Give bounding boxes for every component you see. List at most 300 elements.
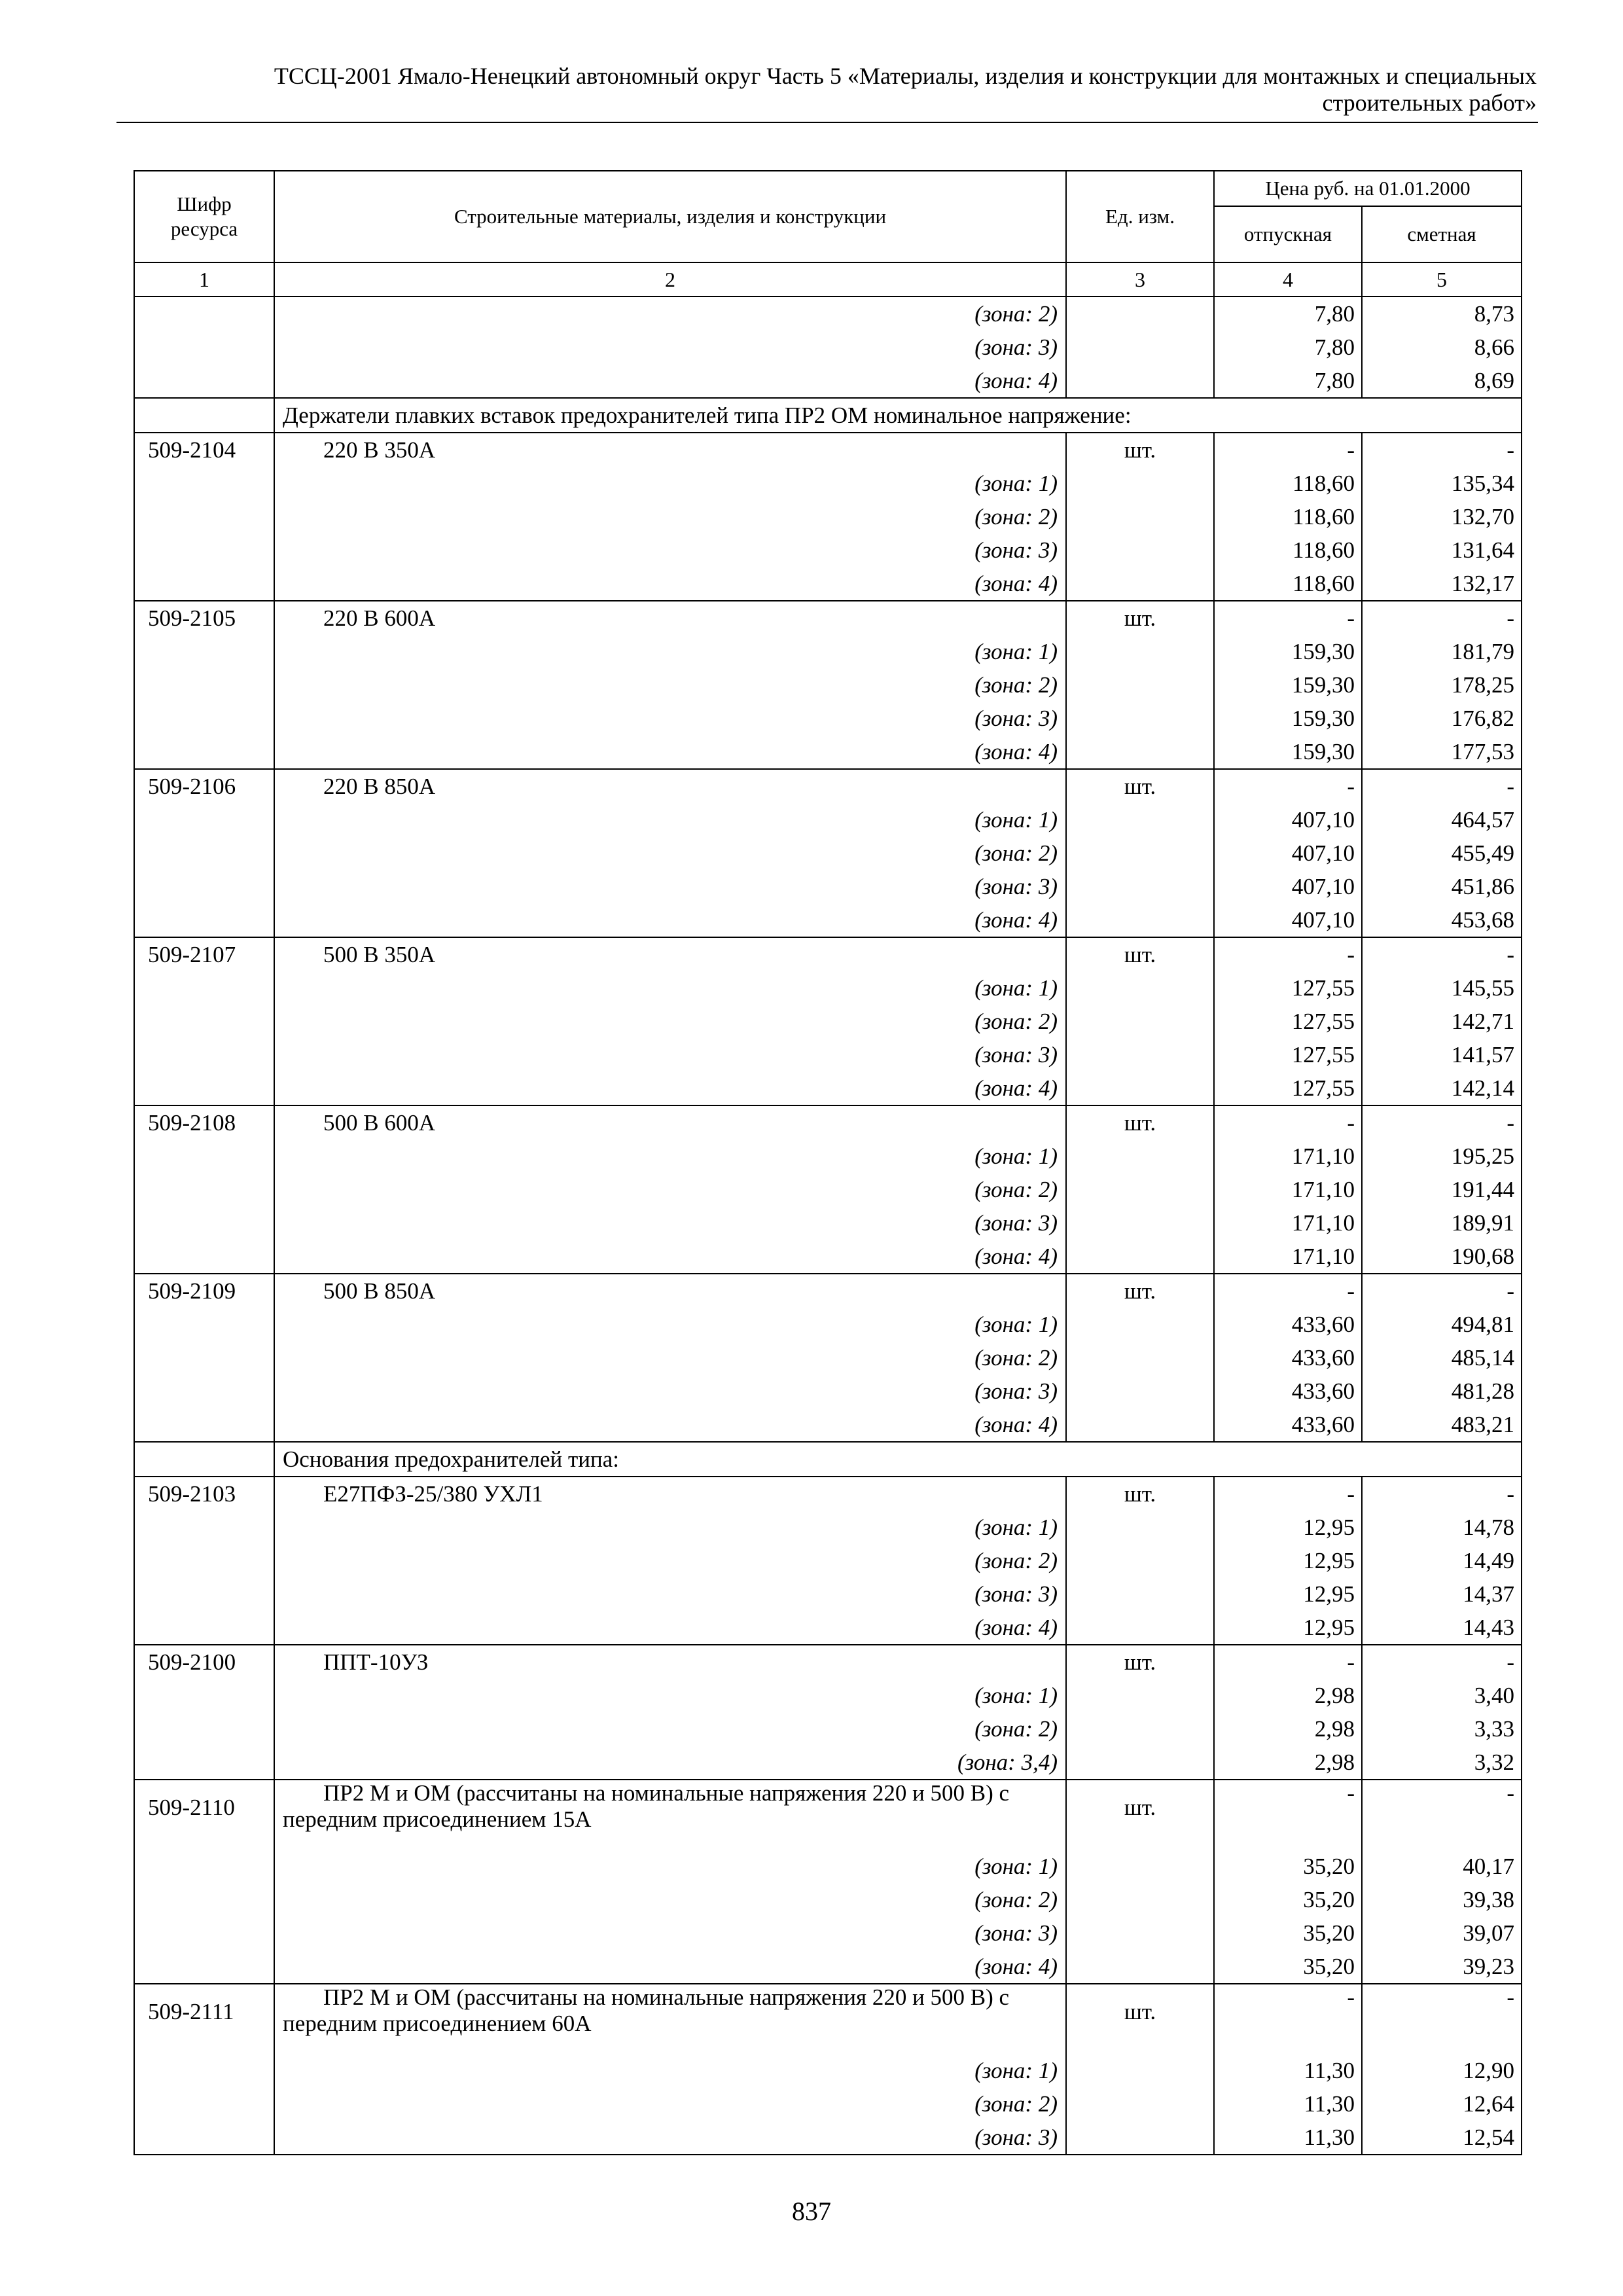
unit-cell: [1066, 735, 1214, 769]
price-estimate: -: [1362, 937, 1522, 971]
unit-cell: шт.: [1066, 1105, 1214, 1139]
zone-label: (зона: 1): [274, 1139, 1066, 1173]
price-estimate: -: [1362, 433, 1522, 467]
unit-cell: [1066, 1712, 1214, 1746]
price-release: 159,30: [1214, 735, 1362, 769]
price-estimate: 12,54: [1362, 2121, 1522, 2155]
price-release: 12,95: [1214, 1611, 1362, 1645]
price-release: 2,98: [1214, 1679, 1362, 1712]
unit-cell: [1066, 1679, 1214, 1712]
price-release: 171,10: [1214, 1240, 1362, 1274]
code-cell: [134, 500, 274, 533]
unit-cell: [1066, 296, 1214, 331]
price-release: 407,10: [1214, 836, 1362, 870]
code-cell: [134, 1173, 274, 1206]
price-estimate: 40,17: [1362, 1850, 1522, 1883]
code-cell: [134, 735, 274, 769]
price-release: 12,95: [1214, 1544, 1362, 1577]
zone-label: (зона: 1): [274, 635, 1066, 668]
table-row: [134, 1477, 1522, 1511]
price-release: -: [1214, 1780, 1362, 1850]
material-name: ПР2 М и ОМ (рассчитаны на номинальные напряжения 220 и 500 В) с передним присоединением 15А: [274, 1780, 1066, 1850]
material-name: 500 В 350А: [274, 937, 1066, 971]
price-estimate: 142,14: [1362, 1071, 1522, 1105]
unit-cell: [1066, 702, 1214, 735]
material-name: 500 В 600А: [274, 1105, 1066, 1139]
table-row: [134, 971, 1522, 1005]
running-header-line2: строительных работ»: [1322, 90, 1537, 116]
table-row: [134, 1374, 1522, 1408]
zone-label: (зона: 2): [274, 1173, 1066, 1206]
resource-code: 509-2100: [134, 1645, 274, 1679]
price-estimate: 132,17: [1362, 567, 1522, 601]
zone-label: (зона: 4): [274, 1611, 1066, 1645]
zone-label: (зона: 2): [274, 836, 1066, 870]
table-row: [134, 1308, 1522, 1341]
price-estimate: 8,69: [1362, 364, 1522, 398]
unit-cell: [1066, 1544, 1214, 1577]
price-estimate: -: [1362, 769, 1522, 803]
price-estimate: 195,25: [1362, 1139, 1522, 1173]
col-header-price-estimate: сметная: [1362, 206, 1522, 262]
price-table: [134, 170, 1522, 2155]
table-row: [134, 467, 1522, 500]
zone-label: (зона: 3): [274, 533, 1066, 567]
price-estimate: 481,28: [1362, 1374, 1522, 1408]
price-release: 171,10: [1214, 1139, 1362, 1173]
col-header-code: Шифр ресурса: [134, 171, 274, 262]
col-header-price-group: Цена руб. на 01.01.2000: [1214, 171, 1522, 206]
price-release: 12,95: [1214, 1511, 1362, 1544]
price-release: 127,55: [1214, 971, 1362, 1005]
table-row: [134, 1442, 1522, 1477]
unit-cell: [1066, 1746, 1214, 1780]
price-estimate: 14,78: [1362, 1511, 1522, 1544]
unit-cell: [1066, 1374, 1214, 1408]
price-estimate: 14,37: [1362, 1577, 1522, 1611]
price-release: 407,10: [1214, 870, 1362, 903]
price-estimate: 181,79: [1362, 635, 1522, 668]
col-header-name: Строительные материалы, изделия и конструкции: [274, 171, 1066, 262]
table-row: [134, 1611, 1522, 1645]
unit-cell: шт.: [1066, 1645, 1214, 1679]
zone-label: (зона: 3): [274, 331, 1066, 364]
zone-label: (зона: 1): [274, 971, 1066, 1005]
table-row: [134, 533, 1522, 567]
price-estimate: 453,68: [1362, 903, 1522, 937]
price-estimate: 132,70: [1362, 500, 1522, 533]
price-release: 407,10: [1214, 903, 1362, 937]
table-row: [134, 2121, 1522, 2155]
unit-cell: [1066, 1206, 1214, 1240]
zone-label: (зона: 2): [274, 1341, 1066, 1374]
price-release: 433,60: [1214, 1308, 1362, 1341]
code-cell: [134, 2121, 274, 2155]
price-estimate: 455,49: [1362, 836, 1522, 870]
unit-cell: [1066, 364, 1214, 398]
col-number-2: 2: [274, 262, 1066, 296]
price-release: 11,30: [1214, 2087, 1362, 2121]
price-estimate: 131,64: [1362, 533, 1522, 567]
unit-cell: шт.: [1066, 433, 1214, 467]
unit-cell: [1066, 567, 1214, 601]
price-estimate: -: [1362, 1477, 1522, 1511]
price-estimate: 12,90: [1362, 2054, 1522, 2087]
code-cell: [134, 1950, 274, 1984]
price-release: 11,30: [1214, 2054, 1362, 2087]
zone-label: (зона: 1): [274, 1308, 1066, 1341]
price-estimate: -: [1362, 601, 1522, 635]
price-estimate: 142,71: [1362, 1005, 1522, 1038]
price-estimate: 483,21: [1362, 1408, 1522, 1442]
zone-label: (зона: 1): [274, 2054, 1066, 2087]
price-release: 127,55: [1214, 1071, 1362, 1105]
material-name: 220 В 600А: [274, 601, 1066, 635]
unit-cell: шт.: [1066, 1274, 1214, 1308]
material-name: 500 В 850А: [274, 1274, 1066, 1308]
zone-label: (зона: 2): [274, 1544, 1066, 1577]
price-estimate: -: [1362, 1274, 1522, 1308]
price-estimate: 177,53: [1362, 735, 1522, 769]
price-estimate: 12,64: [1362, 2087, 1522, 2121]
price-release: 433,60: [1214, 1408, 1362, 1442]
price-estimate: 189,91: [1362, 1206, 1522, 1240]
code-cell: [134, 635, 274, 668]
table-row: [134, 803, 1522, 836]
price-estimate: 141,57: [1362, 1038, 1522, 1071]
col-number-1: 1: [134, 262, 274, 296]
price-release: 159,30: [1214, 702, 1362, 735]
unit-cell: [1066, 2054, 1214, 2087]
page-number: 837: [792, 2197, 831, 2226]
zone-label: (зона: 4): [274, 1408, 1066, 1442]
unit-cell: [1066, 1038, 1214, 1071]
table-row: [134, 1544, 1522, 1577]
resource-code: 509-2109: [134, 1274, 274, 1308]
zone-label: (зона: 2): [274, 668, 1066, 702]
price-release: -: [1214, 1105, 1362, 1139]
code-cell: [134, 1206, 274, 1240]
zone-label: (зона: 4): [274, 1240, 1066, 1274]
resource-code: 509-2110: [134, 1780, 274, 1850]
unit-cell: [1066, 1139, 1214, 1173]
unit-cell: [1066, 1577, 1214, 1611]
unit-cell: [1066, 1883, 1214, 1916]
unit-cell: [1066, 635, 1214, 668]
code-cell: [134, 668, 274, 702]
table-row: [134, 1645, 1522, 1679]
code-cell: [134, 398, 274, 433]
price-release: -: [1214, 1984, 1362, 2054]
unit-cell: шт.: [1066, 601, 1214, 635]
resource-code: 509-2103: [134, 1477, 274, 1511]
col-header-unit: Ед. изм.: [1066, 171, 1214, 262]
price-table-head: [134, 171, 1522, 296]
code-cell: [134, 803, 274, 836]
unit-cell: [1066, 1173, 1214, 1206]
table-row: [134, 1408, 1522, 1442]
price-release: 35,20: [1214, 1916, 1362, 1950]
unit-cell: [1066, 836, 1214, 870]
resource-code: 509-2104: [134, 433, 274, 467]
price-estimate: 494,81: [1362, 1308, 1522, 1341]
code-cell: [134, 1679, 274, 1712]
zone-label: (зона: 4): [274, 1950, 1066, 1984]
zone-label: (зона: 3): [274, 1916, 1066, 1950]
price-estimate: -: [1362, 1105, 1522, 1139]
table-row: [134, 2054, 1522, 2087]
table-row: [134, 1206, 1522, 1240]
price-release: -: [1214, 601, 1362, 635]
price-estimate: 135,34: [1362, 467, 1522, 500]
code-cell: [134, 1577, 274, 1611]
zone-label: (зона: 2): [274, 500, 1066, 533]
code-cell: [134, 2054, 274, 2087]
price-release: 118,60: [1214, 500, 1362, 533]
unit-cell: шт.: [1066, 1477, 1214, 1511]
zone-label: (зона: 4): [274, 1071, 1066, 1105]
table-row: [134, 836, 1522, 870]
table-row: [134, 735, 1522, 769]
table-row: [134, 1511, 1522, 1544]
table-row: [134, 702, 1522, 735]
table-row: [134, 1746, 1522, 1780]
resource-code: 509-2108: [134, 1105, 274, 1139]
table-row: [134, 635, 1522, 668]
code-cell: [134, 1240, 274, 1274]
table-row: [134, 601, 1522, 635]
zone-label: (зона: 2): [274, 2087, 1066, 2121]
zone-label: (зона: 3): [274, 2121, 1066, 2155]
unit-cell: [1066, 467, 1214, 500]
price-release: 433,60: [1214, 1341, 1362, 1374]
resource-code: 509-2107: [134, 937, 274, 971]
price-release: -: [1214, 769, 1362, 803]
code-cell: [134, 364, 274, 398]
table-row: [134, 1950, 1522, 1984]
code-cell: [134, 1544, 274, 1577]
unit-cell: [1066, 1308, 1214, 1341]
code-cell: [134, 971, 274, 1005]
header-rule: [116, 122, 1538, 123]
price-estimate: 8,73: [1362, 296, 1522, 331]
price-estimate: 3,40: [1362, 1679, 1522, 1712]
price-release: 35,20: [1214, 1950, 1362, 1984]
zone-label: (зона: 3): [274, 870, 1066, 903]
zone-label: (зона: 3): [274, 1038, 1066, 1071]
col-number-3: 3: [1066, 262, 1214, 296]
code-cell: [134, 1712, 274, 1746]
unit-cell: [1066, 1005, 1214, 1038]
unit-cell: [1066, 331, 1214, 364]
table-row: [134, 500, 1522, 533]
price-estimate: 451,86: [1362, 870, 1522, 903]
material-name: ПР2 М и ОМ (рассчитаны на номинальные напряжения 220 и 500 В) с передним присоединением 60А: [274, 1984, 1066, 2054]
table-row: [134, 937, 1522, 971]
table-row: [134, 769, 1522, 803]
section-title: Основания предохранителей типа:: [274, 1442, 1522, 1477]
code-cell: [134, 1408, 274, 1442]
unit-cell: [1066, 2087, 1214, 2121]
code-cell: [134, 1071, 274, 1105]
price-release: 118,60: [1214, 533, 1362, 567]
table-row: [134, 296, 1522, 331]
zone-label: (зона: 4): [274, 735, 1066, 769]
price-release: -: [1214, 433, 1362, 467]
table-row: [134, 1679, 1522, 1712]
unit-cell: [1066, 1071, 1214, 1105]
code-cell: [134, 1374, 274, 1408]
material-name: Е27ПФЗ-25/380 УХЛ1: [274, 1477, 1066, 1511]
price-estimate: 485,14: [1362, 1341, 1522, 1374]
unit-cell: [1066, 533, 1214, 567]
table-row: [134, 331, 1522, 364]
zone-label: (зона: 2): [274, 1883, 1066, 1916]
code-cell: [134, 2087, 274, 2121]
unit-cell: [1066, 1611, 1214, 1645]
price-estimate: -: [1362, 1645, 1522, 1679]
price-release: 35,20: [1214, 1883, 1362, 1916]
code-cell: [134, 296, 274, 331]
code-cell: [134, 1005, 274, 1038]
unit-cell: шт.: [1066, 937, 1214, 971]
code-cell: [134, 1850, 274, 1883]
code-cell: [134, 1511, 274, 1544]
price-estimate: 8,66: [1362, 331, 1522, 364]
resource-code: 509-2111: [134, 1984, 274, 2054]
price-estimate: 14,49: [1362, 1544, 1522, 1577]
zone-label: (зона: 2): [274, 1005, 1066, 1038]
price-release: 11,30: [1214, 2121, 1362, 2155]
zone-label: (зона: 3,4): [274, 1746, 1066, 1780]
price-release: -: [1214, 1477, 1362, 1511]
price-estimate: 464,57: [1362, 803, 1522, 836]
price-release: 171,10: [1214, 1173, 1362, 1206]
code-cell: [134, 1611, 274, 1645]
price-release: 7,80: [1214, 364, 1362, 398]
price-release: 127,55: [1214, 1005, 1362, 1038]
col-number-4: 4: [1214, 262, 1362, 296]
zone-label: (зона: 3): [274, 1577, 1066, 1611]
table-row: [134, 668, 1522, 702]
unit-cell: шт.: [1066, 1780, 1214, 1850]
code-cell: [134, 1139, 274, 1173]
price-estimate: 178,25: [1362, 668, 1522, 702]
unit-cell: [1066, 803, 1214, 836]
zone-label: (зона: 3): [274, 1206, 1066, 1240]
price-estimate: 176,82: [1362, 702, 1522, 735]
unit-cell: [1066, 2121, 1214, 2155]
table-row: [134, 1105, 1522, 1139]
table-row: [134, 1577, 1522, 1611]
zone-label: (зона: 4): [274, 567, 1066, 601]
table-row: [134, 1712, 1522, 1746]
zone-label: (зона: 1): [274, 467, 1066, 500]
zone-label: (зона: 1): [274, 803, 1066, 836]
col-header-price-release: отпускная: [1214, 206, 1362, 262]
unit-cell: шт.: [1066, 769, 1214, 803]
code-cell: [134, 331, 274, 364]
unit-cell: [1066, 1511, 1214, 1544]
running-header: [116, 63, 1537, 117]
resource-code: 509-2106: [134, 769, 274, 803]
price-release: 12,95: [1214, 1577, 1362, 1611]
table-row: [134, 1883, 1522, 1916]
price-release: -: [1214, 1274, 1362, 1308]
table-row: [134, 870, 1522, 903]
table-row: [134, 567, 1522, 601]
material-name: 220 В 350А: [274, 433, 1066, 467]
price-estimate: 190,68: [1362, 1240, 1522, 1274]
zone-label: (зона: 4): [274, 364, 1066, 398]
unit-cell: [1066, 1240, 1214, 1274]
code-cell: [134, 870, 274, 903]
price-release: 407,10: [1214, 803, 1362, 836]
unit-cell: [1066, 971, 1214, 1005]
table-row: [134, 1916, 1522, 1950]
material-name: 220 В 850А: [274, 769, 1066, 803]
code-cell: [134, 1916, 274, 1950]
price-release: 433,60: [1214, 1374, 1362, 1408]
price-estimate: 39,38: [1362, 1883, 1522, 1916]
table-row: [134, 1850, 1522, 1883]
table-row: [134, 1005, 1522, 1038]
unit-cell: [1066, 1341, 1214, 1374]
code-cell: [134, 903, 274, 937]
price-release: 171,10: [1214, 1206, 1362, 1240]
code-cell: [134, 567, 274, 601]
price-estimate: 14,43: [1362, 1611, 1522, 1645]
unit-cell: [1066, 1850, 1214, 1883]
zone-label: (зона: 1): [274, 1511, 1066, 1544]
price-release: 159,30: [1214, 668, 1362, 702]
code-cell: [134, 533, 274, 567]
unit-cell: [1066, 1408, 1214, 1442]
table-row: [134, 398, 1522, 433]
table-row: [134, 2087, 1522, 2121]
table-row: [134, 1780, 1522, 1850]
table-row: [134, 1274, 1522, 1308]
unit-cell: [1066, 870, 1214, 903]
code-cell: [134, 1746, 274, 1780]
price-release: 127,55: [1214, 1038, 1362, 1071]
unit-cell: [1066, 1916, 1214, 1950]
section-title: Держатели плавких вставок предохранителей типа ПР2 ОМ номинальное напряжение:: [274, 398, 1522, 433]
code-cell: [134, 1308, 274, 1341]
price-estimate: 3,33: [1362, 1712, 1522, 1746]
resource-code: 509-2105: [134, 601, 274, 635]
table-row: [134, 1139, 1522, 1173]
unit-cell: [1066, 500, 1214, 533]
table-row: [134, 903, 1522, 937]
material-name: ППТ-10УЗ: [274, 1645, 1066, 1679]
zone-label: (зона: 2): [274, 296, 1066, 331]
price-release: 2,98: [1214, 1712, 1362, 1746]
price-estimate: 191,44: [1362, 1173, 1522, 1206]
table-row: [134, 1173, 1522, 1206]
code-cell: [134, 467, 274, 500]
price-estimate: 3,32: [1362, 1746, 1522, 1780]
price-release: 159,30: [1214, 635, 1362, 668]
price-release: 118,60: [1214, 467, 1362, 500]
table-row: [134, 1071, 1522, 1105]
code-cell: [134, 1341, 274, 1374]
running-header-line1: ТССЦ-2001 Ямало-Ненецкий автономный округ Часть 5 «Материалы, изделия и конструкции для монтажных и специальных: [274, 63, 1537, 89]
price-release: 2,98: [1214, 1746, 1362, 1780]
price-release: 118,60: [1214, 567, 1362, 601]
col-number-5: 5: [1362, 262, 1522, 296]
unit-cell: [1066, 1950, 1214, 1984]
